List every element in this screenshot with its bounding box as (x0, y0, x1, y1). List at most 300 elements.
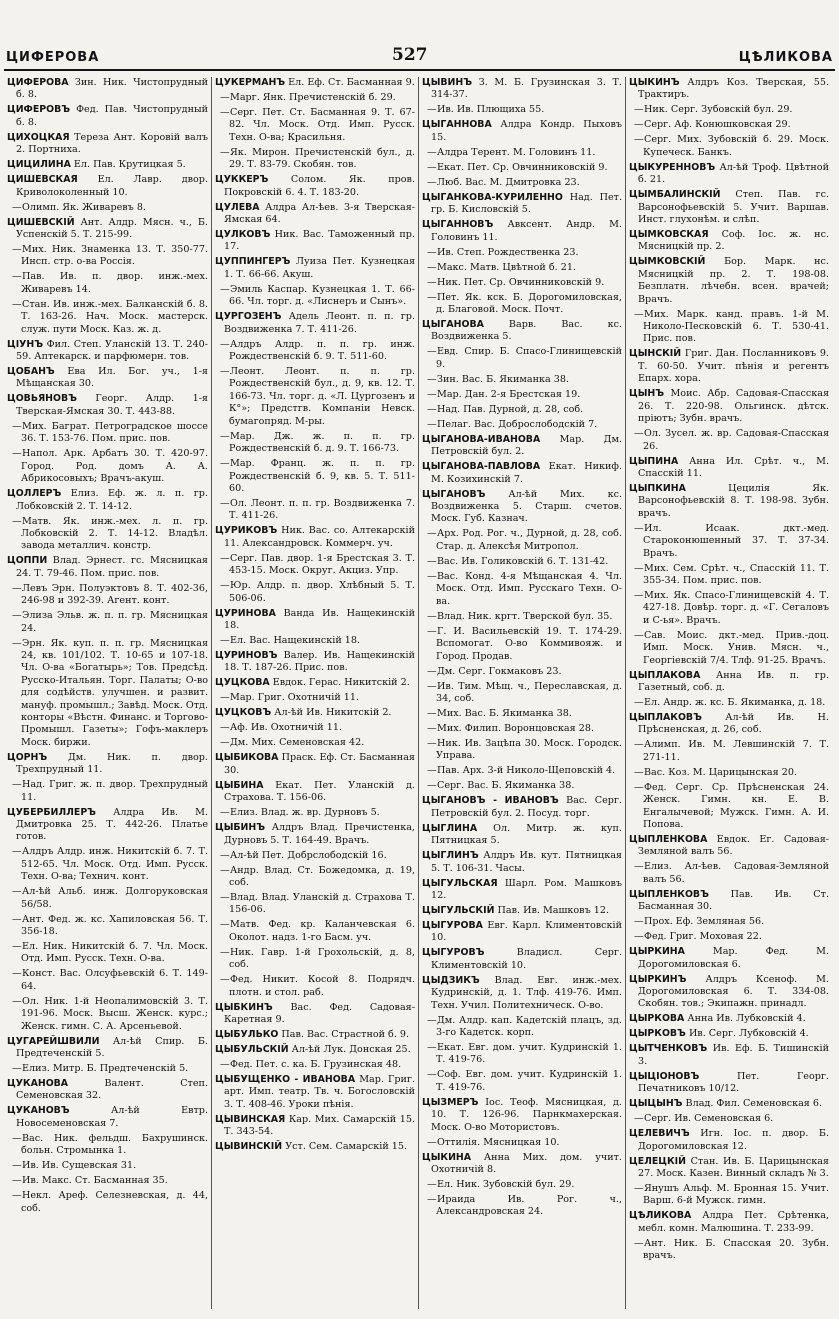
entry-details: Влад. Фил. Семеновская 6. (685, 1098, 823, 1110)
entry-details: Анна Ил. Срѣт. ч., М. Спасскій 11. (638, 455, 829, 479)
continuation-dash: — (427, 161, 437, 173)
continuation-dash: — (220, 430, 230, 442)
entry-details: Алдра Ал-ѣев. 3-я Тверская-Ямская 64. (224, 201, 415, 226)
directory-entry (629, 861, 829, 886)
entry-details: Евг. Карл. Климентовскій 10. (431, 919, 622, 944)
entry-surname: ЦЫГАНОВЪ (422, 488, 486, 500)
entry-surname: ЦИФЕРОВА (7, 77, 69, 88)
continuation-dash: — (634, 562, 644, 574)
directory-entry (629, 1183, 829, 1208)
continuation-dash: — (427, 346, 437, 358)
directory-entry (215, 431, 415, 456)
entry-surname: ЦУРИКОВЪ (215, 525, 278, 537)
continuation-dash: — (220, 919, 230, 931)
entry-details: Матв. Як. инж.-мех. л. п. гр. Лобковскій 2. Т. 14-12. Владѣл. завода металлич. констр. (21, 515, 208, 552)
entry-details: Матв. Фед. кр. Каланчевская 6. Околот. надз. 1-го Басм. уч. (229, 919, 415, 943)
entry-surname: ЦУККЕРЪ (215, 174, 269, 186)
directory-entry (422, 708, 622, 720)
entry-details: Вас. Фед. Садовая-Каретная 9. (224, 1001, 415, 1025)
continuation-dash: — (634, 1113, 644, 1125)
entry-surname: ЦЫТЧЕНКОВЪ (629, 1043, 708, 1055)
continuation-dash: — (220, 366, 230, 378)
entry-details: Ив. Макс. Ст. Басманная 35. (22, 1175, 168, 1187)
entry-surname: ЦЫПИНА (629, 455, 679, 467)
continuation-dash: — (12, 298, 22, 310)
directory-entry (215, 77, 415, 89)
entry-surname: ЦЫПКИНА (629, 482, 686, 494)
directory-entry (629, 974, 829, 1011)
entry-details: Адель Леонт. п. п. гр. Воздвиженка 7. Т. 411-26. (224, 311, 415, 335)
directory-entry (7, 1063, 208, 1075)
entry-details: Ник. Серг. Зубовскій бул. 29. (644, 104, 793, 116)
directory-entry (7, 752, 208, 777)
directory-entry (422, 626, 622, 663)
directory-entry (215, 498, 415, 523)
entry-surname: ЦЫГУРОВЪ (422, 947, 485, 959)
entry-details: Зин. Ник. Чистопрудный б. 8. (16, 77, 208, 101)
entry-details: Г. И. Васильевскій 19. Т. 174-29. Вспомогат. О-во Коммивояж. и Город. Продав. (436, 625, 622, 662)
entry-surname: ЦЫБУЛЬКО (215, 1029, 279, 1040)
continuation-dash: — (634, 861, 644, 873)
directory-entry (215, 737, 415, 749)
entry-surname: ЦЫРКОВЪ (629, 1028, 686, 1040)
entry-details: Влад. Ник. кргт. Тверской бул. 35. (437, 610, 613, 622)
continuation-dash: — (427, 1041, 437, 1053)
continuation-dash: — (220, 849, 230, 861)
entry-surname: ЦЫГАННОВА (422, 119, 492, 131)
entry-details: Мих. Як. Спасо-Глинищевскій 4. Т. 427-18. Довѣр. торг. д. «Г. Сегаловъ и С-ья». Врачъ. (643, 589, 829, 626)
directory-entry (215, 1074, 415, 1111)
directory-entry (7, 77, 208, 102)
entry-surname: ЦОВЬЯНОВЪ (7, 393, 77, 405)
entry-details: Фил. Степ. Уланскій 13. Т. 240-59. Аптекарск. и парфюмерн. тов. (16, 338, 208, 363)
running-head-right: ЦѢЛИКОВА (738, 50, 833, 65)
entry-details: Мих. Баграт. Петроградское шоссе 36. Т. 153-76. Пом. прис. пов. (21, 420, 208, 445)
entry-surname: ЦЫБИНА (215, 779, 264, 791)
continuation-dash: — (634, 308, 644, 320)
entry-details: Алдръ Ксеноф. М. Дорогомиловская 6. Т. 334-08. Скобян. тов.; Экипажн. принадл. (638, 973, 829, 1010)
continuation-dash: — (12, 1160, 22, 1172)
directory-entry (629, 348, 829, 385)
continuation-dash: — (220, 737, 230, 749)
entry-details: Ив. Ив. Сущевская 31. (22, 1160, 137, 1172)
directory-entry (629, 1028, 829, 1040)
entry-details: Пав. Ив. Ст. Басманная 30. (638, 888, 829, 913)
directory-entry (422, 795, 622, 820)
continuation-dash: — (427, 570, 437, 582)
directory-entry (629, 630, 829, 667)
entry-details: Екат. Пет. Ср. Овчинниковскій 9. (437, 161, 608, 173)
directory-entry (7, 244, 208, 269)
entry-details: Ив. Серг. Лубковскій 4. (688, 1028, 809, 1040)
continuation-dash: — (634, 739, 644, 751)
directory-entry (7, 996, 208, 1033)
entry-details: Стан. Ив. инж.-мех. Балканскій б. 8. Т. 163-26. Нач. Моск. мастерск. служ. пути Моск. Каз. ж. д. (21, 298, 208, 335)
continuation-dash: — (12, 968, 22, 980)
entry-surname: ЦУЛКОВЪ (215, 229, 271, 241)
entry-details: Як. Мирон. Пречистенскій бул., д. 29. Т. 83-79. Скобян. тов. (229, 146, 415, 171)
directory-entry (215, 635, 415, 647)
continuation-dash: — (427, 1069, 437, 1081)
continuation-dash: — (220, 458, 230, 470)
entry-details: Влад. Влад. Уланскій д. Страхова Т. 156-06. (229, 891, 415, 916)
entry-details: Серг. Аф. Конюшковская 29. (644, 119, 791, 131)
entry-surname: ЦЫЦЫНЪ (629, 1098, 683, 1110)
entry-details: Ник. Вас. со. Алтекарскій 11. Александровск. Коммерч. уч. (224, 525, 415, 549)
directory-entry (7, 638, 208, 750)
entry-surname: ЦЫГАНОВЪ - ИВАНОВЪ (422, 795, 559, 807)
entry-details: Шарл. Ром. Машковъ 12. (431, 877, 622, 901)
directory-entry (629, 712, 829, 737)
running-head-left: ЦИФЕРОВА (6, 50, 100, 65)
directory-entry (422, 878, 622, 903)
continuation-dash: — (220, 692, 230, 704)
entry-surname: ЦЫРКОВА (629, 1013, 685, 1025)
directory-entry (629, 782, 829, 832)
entry-details: Леонт. Леонт. п. п. гр. Рождественскій бул., д. 9, кв. 12. Т. 166-73. Чл. торг. д. «Л. Цургозенъ и К°»; Предстгв. Компаніи Невск. бумагопряд. М-ры. (229, 366, 415, 427)
entry-details: Мих. Сем. Срѣт. ч., Спасскій 11. Т. 355-34. Пом. прис. пов. (643, 562, 829, 586)
entry-surname: ЦУЦКОВА (215, 677, 270, 689)
entry-surname: ЦЫГАНОВА-ПАВЛОВА (422, 461, 541, 473)
entry-details: Фед. Пет. с. ка. Б. Грузинская 48. (230, 1059, 402, 1070)
directory-entry (215, 107, 415, 144)
directory-entry (422, 489, 622, 526)
entry-surname: ЦЫРКИНЪ (629, 973, 687, 985)
entry-details: Дм. Алдр. кап. Кадетскій плацъ, зд. 3-го Кадетск. корп. (436, 1014, 622, 1038)
directory-entry (215, 147, 415, 172)
entry-surname: ЦОЛЛЕРЪ (7, 488, 62, 500)
entry-details: Ал-ѣй Спир. Б. Предтеченскій 5. (16, 1035, 208, 1060)
entry-surname: ЦЫКУРЕННОВЪ (629, 161, 716, 173)
directory-entry (7, 914, 208, 939)
entry-details: Фед. Пав. Чистопрудный б. 8. (16, 104, 208, 128)
directory-entry (422, 419, 622, 431)
directory-entry (422, 556, 622, 568)
entry-details: Марг. Янк. Пречистенскій б. 29. (230, 92, 396, 103)
entry-details: Анна Ив. Лубковскій 4. (687, 1013, 806, 1025)
entry-details: Алдръ Ив. кут. Пятницкая 5. Т. 106-31. Часы. (431, 850, 622, 874)
directory-entry (7, 610, 208, 635)
entry-surname: ЦЫБУЛЬСКІЙ (215, 1044, 289, 1055)
entry-details: Макс. Матв. Цвѣтной б. 21. (437, 261, 576, 273)
entry-details: Ал-ѣй Альб. инж. Долгоруковская 56/58. (21, 886, 208, 910)
directory-entry (629, 931, 829, 943)
entry-details: Ванда Ив. Нащекинскій 18. (224, 607, 415, 631)
directory-entry (7, 421, 208, 446)
continuation-dash: — (427, 261, 437, 273)
entry-surname: ЦУКАНОВЪ (7, 1105, 70, 1117)
directory-entry (422, 192, 622, 217)
continuation-dash: — (220, 107, 230, 118)
continuation-dash: — (427, 276, 437, 288)
continuation-dash: — (12, 637, 22, 649)
directory-entry (7, 583, 208, 608)
directory-entry (215, 947, 415, 972)
entry-surname: ЦУЛЕВА (215, 201, 260, 213)
directory-entry (215, 1029, 415, 1041)
directory-entry (7, 271, 208, 296)
directory-entry (215, 1044, 415, 1056)
entry-details: Алдра Терент. М. Головинъ 11. (437, 146, 596, 158)
entry-surname: ЦЫГЛИНЪ (422, 850, 479, 862)
continuation-dash: — (634, 522, 644, 534)
column-1 (4, 77, 211, 1309)
entry-surname: ЦЫГАНОВА-ИВАНОВА (422, 433, 541, 445)
continuation-dash: — (220, 1059, 230, 1070)
entry-details: Ал-ѣй Троф. Цвѣтной б. 21. (638, 161, 829, 186)
columns (4, 77, 835, 1309)
entry-details: Григ. Дан. Посланниковъ 9. Т. 60-50. Учит. пѣнія и регентъ Епарх. хора. (638, 348, 829, 385)
entry-details: Ант. Ник. Б. Спасская 20. Зубн. врачъ. (643, 1237, 829, 1262)
directory-entry (629, 1156, 829, 1181)
continuation-dash: — (220, 634, 230, 646)
column-3 (418, 77, 625, 1309)
entry-surname: ЦУГАРЕЙШВИЛИ (7, 1035, 100, 1047)
entry-details: Игн. Іос. п. двор. Б. Дорогомиловская 12. (638, 1128, 829, 1152)
entry-details: Екат. Пет. Уланскій д. Страхова. Т. 156-06. (224, 779, 415, 804)
directory-entry (215, 1059, 415, 1071)
entry-details: Мар. Фед. М. Дорогомиловская 6. (638, 946, 829, 970)
entry-surname: ЦЫГАНКОВА-КУРИЛЕННО (422, 191, 563, 203)
entry-details: Стан. Ив. Б. Царицынская 27. Моск. Казен. Винный складъ № 3. (638, 1155, 829, 1180)
directory-entry (629, 428, 829, 453)
entry-details: Владисл. Серг. Климентовскій 10. (431, 947, 622, 971)
directory-entry (422, 1194, 622, 1219)
entry-details: Мар. Григ. Охотничій 11. (230, 692, 360, 704)
directory-entry (7, 1036, 208, 1061)
directory-entry (629, 670, 829, 695)
continuation-dash: — (12, 582, 22, 594)
directory-entry (422, 434, 622, 459)
entry-surname: ЦУРГОЗЕНЪ (215, 311, 282, 323)
directory-entry (215, 256, 415, 281)
entry-surname: ЦУРИНОВЪ (215, 649, 278, 661)
entry-details: Олимп. Як. Живаревъ 8. (22, 201, 146, 213)
continuation-dash: — (12, 271, 22, 283)
entry-surname: ЦѢЛИКОВА (629, 1210, 692, 1222)
entry-details: Фед. Никит. Косой 8. Подрядч. плотн. и стол. раб. (229, 974, 415, 998)
entry-details: Мар. Григ. арт. Имп. театр. Тв. ч. Богословскій 3. Т. 408-46. Уроки пѣнія. (224, 1074, 416, 1110)
directory-entry (422, 947, 622, 972)
entry-details: Ел. Лавр. двор. Криволоколенный 10. (16, 174, 208, 198)
entry-details: Серг. Вас. Б. Якиманка 38. (437, 780, 575, 792)
continuation-dash: — (427, 625, 437, 637)
directory-entry (215, 850, 415, 862)
entry-details: Серг. Пав. двор. 1-я Брестская 3. Т. 453-15. Моск. Округ. Акциз. Упр. (229, 552, 415, 577)
entry-details: Ант. Фед. ж. кс. Хапиловская 56. Т. 356-18. (21, 913, 208, 938)
directory-entry (629, 946, 829, 971)
entry-details: Евдок. Ег. Садовая-Земляной валъ 56. (638, 834, 829, 858)
entry-details: Елиз. Митр. Б. Предтеченскій 5. (22, 1063, 189, 1075)
entry-details: Солом. Як. пров. Покровскій 6. 4. Т. 183-20. (224, 174, 415, 198)
entry-details: Пав. Ив. п. двор. инж.-мех. Живаревъ 14. (21, 271, 208, 295)
entry-details: Евдок. Герас. Никитскій 2. (272, 677, 410, 689)
entry-details: Зин. Вас. Б. Якиманка 38. (437, 373, 569, 385)
entry-details: Ант. Алдр. Мясн. ч., Б. Успенскій 5. Т. 215-99. (16, 216, 208, 241)
entry-details: Ел. Вас. Нащекинскій 18. (230, 634, 361, 646)
directory-entry (422, 1179, 622, 1191)
directory-entry (629, 119, 829, 131)
continuation-dash: — (220, 92, 230, 103)
entry-details: Ив. Еф. Б. Тишинскій 3. (638, 1043, 829, 1067)
directory-entry (215, 366, 415, 428)
entry-surname: ЦЫДЗИКЪ (422, 974, 480, 986)
continuation-dash: — (427, 291, 437, 303)
continuation-dash: — (427, 707, 437, 719)
entry-surname: ЦЫБУЩЕНКО - ИВАНОВА (215, 1074, 356, 1085)
entry-details: Ол. Ник. 1-й Неопалимовскій 3. Т. 191-96. Моск. Высш. Женск. курс.; Женск. гимн. С. А. Арсеньевой. (21, 995, 208, 1032)
continuation-dash: — (12, 886, 22, 898)
entry-details: Прох. Еф. Земляная 56. (644, 916, 765, 928)
entry-details: Ник. Ив. Зацѣпа 30. Моск. Городск. Управа. (436, 737, 622, 762)
entry-details: Кар. Мих. Самарскій 15. Т. 343-54. (224, 1113, 415, 1138)
directory-entry (7, 339, 208, 364)
entry-surname: ЦЫБИНЪ (215, 822, 266, 834)
directory-entry (629, 1113, 829, 1125)
entry-details: Вас. Серг. Петровскій бул. 2. Посуд. торг. (431, 795, 622, 819)
directory-entry (215, 1141, 415, 1153)
entry-surname: ЦЫВИНСКІЙ (215, 1141, 283, 1153)
column-4 (625, 77, 832, 1309)
entry-surname: ЦЫКИНА (422, 1151, 472, 1163)
entry-details: Алдра Пет. Срѣтенка, мебл. комн. Малюшина. Т. 233-99. (638, 1210, 829, 1234)
entry-details: Влад. Эрнест. гс. Мясницкая 24. Т. 79-46. Пом. прис. пов. (16, 555, 208, 579)
entry-details: Пет. Як. кск. Б. Дорогомиловская, д. Благовой. Моск. Почт. (436, 291, 622, 316)
entry-surname: ЦЫБКИНЪ (215, 1001, 273, 1013)
entry-surname: ЦОППИ (7, 555, 48, 567)
entry-details: Вас. Ив. Голиковскій 6. Т. 131-42. (437, 555, 609, 567)
continuation-dash: — (427, 555, 437, 567)
entry-details: Екат. Евг. дом. учит. Кудринскій 1. Т. 419-76. (436, 1041, 622, 1066)
continuation-dash: — (12, 941, 22, 953)
directory-entry (215, 919, 415, 944)
directory-entry (422, 1097, 622, 1134)
directory-entry (422, 738, 622, 763)
directory-entry (629, 162, 829, 187)
entry-surname: ЦЫЦІОНОВЪ (629, 1070, 700, 1082)
entry-surname: ЦЫГАНОВА (422, 319, 484, 331)
entry-surname: ЦУБЕРБИЛЛЕРЪ (7, 806, 96, 818)
continuation-dash: — (427, 246, 437, 258)
entry-surname: ЦИШЕВСКАЯ (7, 174, 78, 186)
directory-entry (629, 309, 829, 346)
entry-surname: ЦУКЕРМАНЪ (215, 77, 286, 88)
entry-details: Ал-ѣй Пет. Добрслободскій 16. (230, 849, 387, 861)
continuation-dash: — (634, 104, 644, 116)
continuation-dash: — (220, 974, 230, 986)
continuation-dash: — (12, 244, 22, 256)
directory-entry (629, 134, 829, 159)
continuation-dash: — (634, 629, 644, 641)
entry-details: Іос. Теоф. Мясницкая, д. 10. Т. 126-96. Парнкмахерская. Моск. О-во Мотористовъ. (431, 1096, 622, 1133)
directory-entry (629, 104, 829, 116)
directory-entry (629, 77, 829, 102)
directory-entry (7, 366, 208, 391)
directory-entry (629, 1210, 829, 1235)
entry-details: Ол. Зусел. ж. вр. Садовая-Спасская 26. (643, 428, 829, 452)
entry-details: Пет. Георг. Печатниковъ 10/12. (638, 1070, 829, 1095)
directory-entry (422, 262, 622, 274)
entry-details: Над. Григ. ж. п. двор. Трехпрудный 11. (21, 779, 208, 803)
continuation-dash: — (220, 497, 230, 509)
continuation-dash: — (427, 1194, 437, 1205)
directory-entry (422, 247, 622, 259)
entry-details: Ал-ѣй Евтр. Новосеменовская 7. (16, 1105, 208, 1129)
directory-entry (422, 1015, 622, 1040)
entry-details: Бор. Марк. нс. Мясницкій пр. 2. Т. 198-08. Безплатн. лѣчебн. всен. врачей; Врачъ. (638, 256, 829, 305)
directory-entry (422, 823, 622, 848)
directory-entry (629, 256, 829, 306)
directory-entry (215, 807, 415, 819)
directory-entry (629, 1128, 829, 1153)
entry-surname: ЦІУНЪ (7, 338, 44, 350)
directory-entry (422, 850, 622, 875)
directory-entry (215, 692, 415, 704)
entry-surname: ЦЫГЛИНА (422, 822, 478, 834)
entry-details: Некл. Ареф. Селезневская, д. 44, соб. (21, 1190, 208, 1214)
continuation-dash: — (12, 1132, 22, 1144)
directory-entry (215, 822, 415, 847)
continuation-dash: — (12, 995, 22, 1007)
directory-entry (215, 284, 415, 309)
continuation-dash: — (12, 846, 22, 858)
directory-entry (629, 697, 829, 709)
continuation-dash: — (12, 610, 22, 622)
entry-surname: ЦЫМКОВСКАЯ (629, 229, 709, 241)
entry-details: Алдръ Алдр. инж. Никитскій б. 7. Т. 512-65. Чл. Моск. Отд. Имп. Русск. Техн. О-ва; Технич. конт. (21, 846, 208, 883)
entry-details: Ел. Еф. Ст. Басманная 9. (288, 77, 415, 88)
directory-entry (215, 650, 415, 675)
directory-entry (629, 1043, 829, 1068)
continuation-dash: — (12, 448, 22, 460)
entry-details: Ол. Леонт. п. п. гр. Воздвиженка 7. Т. 411-26. (229, 497, 415, 522)
directory-entry (629, 1013, 829, 1025)
directory-entry (215, 707, 415, 719)
entry-details: Соф. Евг. дом. учит. Кудринскій 1. Т. 419-76. (436, 1069, 622, 1093)
page-number: 527 (392, 45, 428, 65)
entry-surname: ЦУРИНОВА (215, 607, 276, 619)
entry-details: Левъ Эрн. Полуэктовъ 8. Т. 402-36, 246-98 и 392-39. Агент. конт. (21, 582, 208, 607)
entry-details: Ив. Степ. Рождественка 23. (437, 246, 579, 258)
header-rule (4, 69, 835, 71)
entry-details: Алдръ Коз. Тверская, 55. Трактиръ. (638, 77, 829, 101)
entry-surname: ЦЫЗМЕРЪ (422, 1096, 479, 1108)
entry-details: Елиз. Влад. ж. вр. Дурновъ 5. (230, 807, 380, 819)
entry-surname: ЦЫПЛЕНКОВА (629, 834, 708, 845)
entry-details: Валер. Ив. Нащекинскій 18. Т. 187-26. Прис. пов. (224, 649, 415, 674)
directory-entry (422, 119, 622, 144)
entry-details: Люб. Вас. М. Дмитровка 23. (437, 176, 580, 188)
directory-entry (422, 177, 622, 189)
continuation-dash: — (12, 779, 22, 791)
continuation-dash: — (427, 1136, 437, 1148)
directory-entry (7, 846, 208, 883)
entry-details: Эрн. Як. куп. п. п. гр. Мясницкая 24, кв. 101/102. Т. 10-65 и 107-18. Чл. О-ва «Богатырь»; Тов. Предсѣд. Русско-Итальян. Торг. Палаты; О-во для содѣйств. улучшен. и развит. мануф. промышл.; Завѣд. Моск. Отд. конторы «Вѣстн. Финанс. и Торгово-Промышл. Газеты»; Гофъ-маклеръ Моск. биржи. (21, 637, 208, 748)
directory-entry (7, 1160, 208, 1172)
entry-details: Мих. Вас. Б. Якиманка 38. (437, 707, 572, 719)
directory-entry (215, 229, 415, 254)
entry-details: Конст. Вас. Олсуфьевскій 6. Т. 149-64. (21, 968, 208, 992)
directory-entry (629, 834, 829, 859)
continuation-dash: — (220, 283, 230, 295)
directory-entry (215, 608, 415, 633)
entry-details: Луиза Пет. Кузнецкая 1. Т. 66-66. Акуш. (224, 256, 415, 280)
continuation-dash: — (427, 665, 437, 677)
directory-entry (629, 229, 829, 254)
directory-entry (422, 404, 622, 416)
directory-entry (422, 611, 622, 623)
directory-entry (422, 346, 622, 371)
